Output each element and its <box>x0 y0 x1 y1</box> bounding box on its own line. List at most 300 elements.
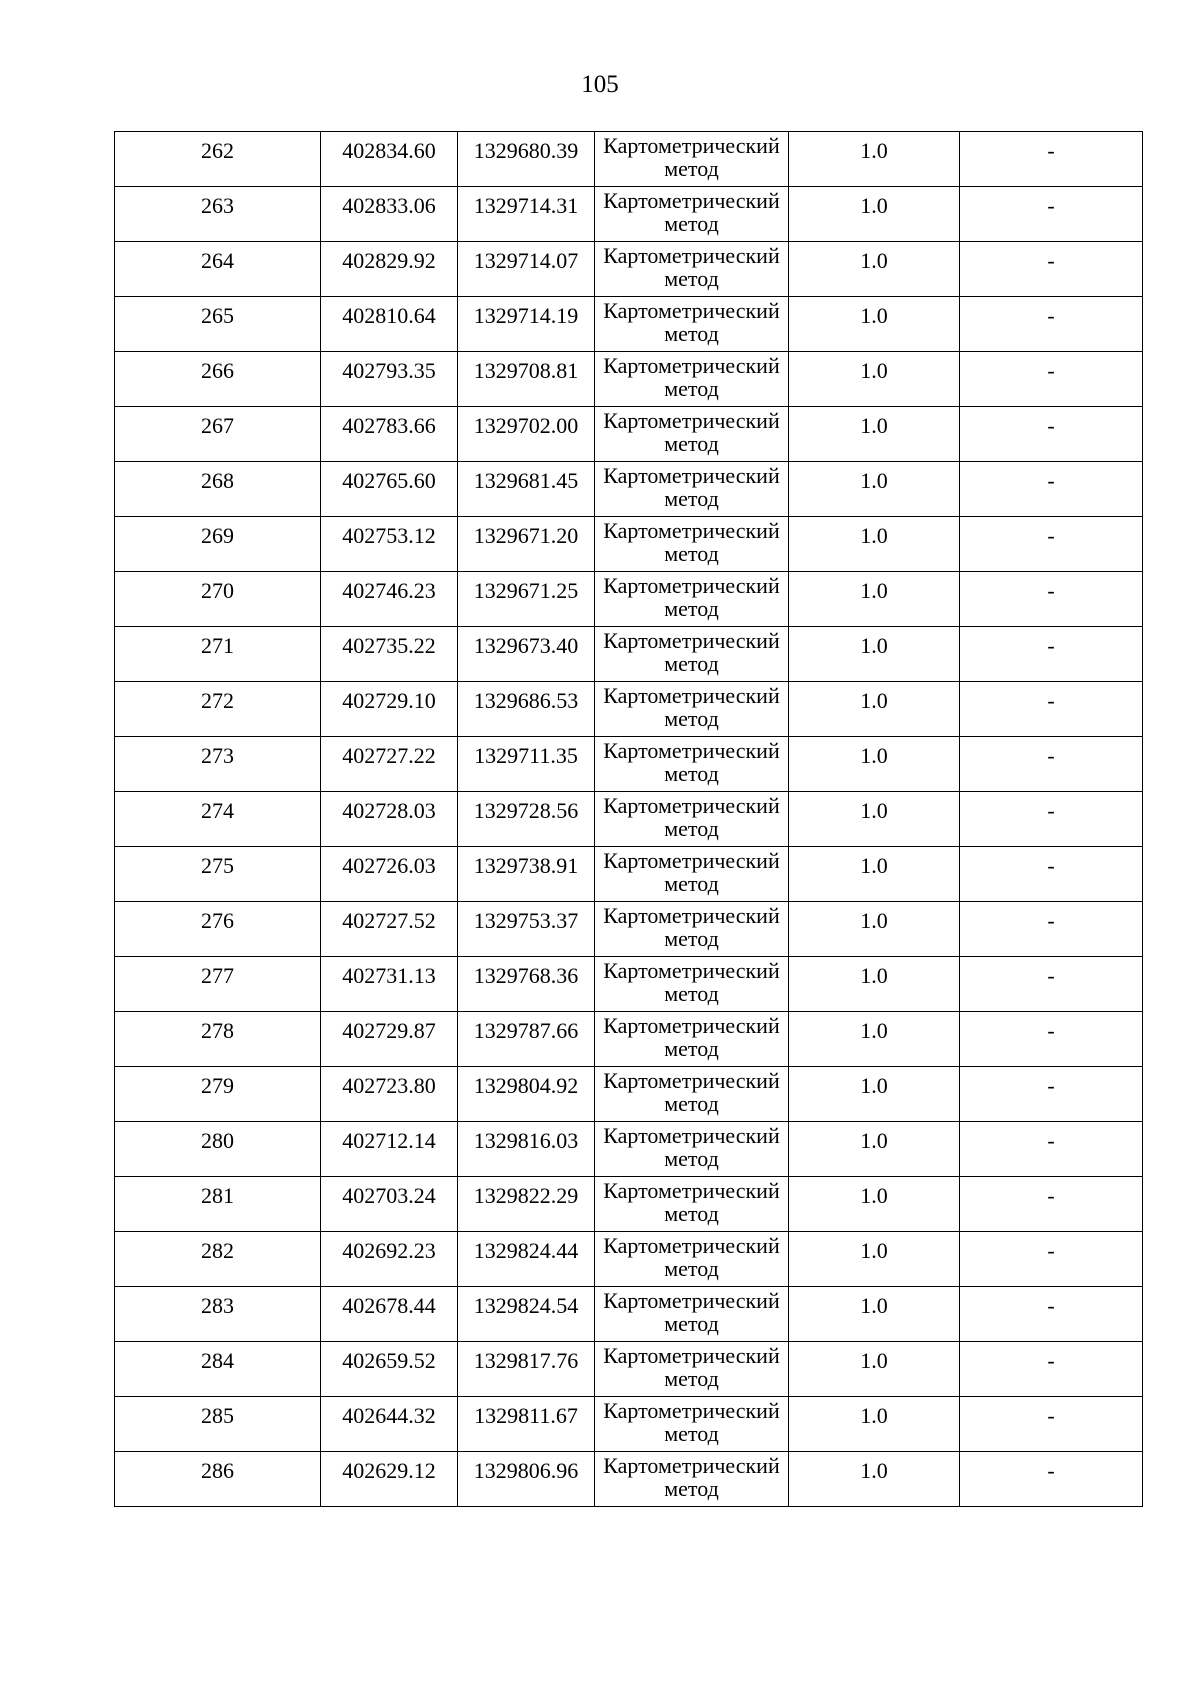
y-coordinate-text: 1329728.56 <box>473 798 579 823</box>
point-number-text: 267 <box>201 413 234 438</box>
point-number-cell <box>115 737 321 792</box>
accuracy-text: 1.0 <box>860 1293 888 1318</box>
table-row <box>115 792 1143 847</box>
table-row <box>115 132 1143 187</box>
y-coordinate-cell <box>458 1397 595 1452</box>
point-number-cell <box>115 957 321 1012</box>
table-row <box>115 297 1143 352</box>
accuracy-cell <box>789 1067 960 1122</box>
accuracy-text: 1.0 <box>860 248 888 273</box>
description-text: - <box>1047 1183 1055 1208</box>
accuracy-text: 1.0 <box>860 138 888 163</box>
point-number-cell <box>115 1122 321 1177</box>
y-coordinate-text: 1329806.96 <box>473 1458 579 1483</box>
method-text: Картометрический метод <box>603 1398 780 1446</box>
method-text: Картометрический метод <box>603 353 780 401</box>
table-row <box>115 1122 1143 1177</box>
description-cell <box>960 517 1143 572</box>
description-text: - <box>1047 1348 1055 1373</box>
description-cell <box>960 407 1143 462</box>
table-row <box>115 957 1143 1012</box>
table-row <box>115 847 1143 902</box>
point-number-cell <box>115 132 321 187</box>
x-coordinate-cell <box>321 352 458 407</box>
x-coordinate-text: 402726.03 <box>342 853 436 878</box>
y-coordinate-text: 1329673.40 <box>473 633 579 658</box>
point-number-text: 286 <box>201 1458 234 1483</box>
accuracy-text: 1.0 <box>860 1458 888 1483</box>
accuracy-cell <box>789 1397 960 1452</box>
x-coordinate-cell <box>321 1012 458 1067</box>
point-number-text: 274 <box>201 798 234 823</box>
table-row <box>115 517 1143 572</box>
point-number-text: 269 <box>201 523 234 548</box>
point-number-text: 278 <box>201 1018 234 1043</box>
y-coordinate-text: 1329824.54 <box>473 1293 579 1318</box>
accuracy-cell <box>789 1232 960 1287</box>
table-row <box>115 407 1143 462</box>
description-cell <box>960 682 1143 737</box>
accuracy-text: 1.0 <box>860 633 888 658</box>
accuracy-cell <box>789 572 960 627</box>
y-coordinate-text: 1329702.00 <box>473 413 579 438</box>
method-text: Картометрический метод <box>603 243 780 291</box>
description-text: - <box>1047 633 1055 658</box>
accuracy-cell <box>789 517 960 572</box>
method-text: Картометрический метод <box>603 1013 780 1061</box>
y-coordinate-cell <box>458 242 595 297</box>
point-number-cell <box>115 847 321 902</box>
table-row <box>115 1342 1143 1397</box>
point-number-cell <box>115 1342 321 1397</box>
y-coordinate-text: 1329816.03 <box>473 1128 579 1153</box>
description-cell <box>960 957 1143 1012</box>
method-text: Картометрический метод <box>603 1178 780 1226</box>
y-coordinate-text: 1329753.37 <box>473 908 579 933</box>
accuracy-cell <box>789 1012 960 1067</box>
table-row <box>115 1287 1143 1342</box>
point-number-text: 279 <box>201 1073 234 1098</box>
method-cell <box>595 957 789 1012</box>
accuracy-cell <box>789 352 960 407</box>
point-number-cell <box>115 352 321 407</box>
point-number-text: 264 <box>201 248 234 273</box>
method-cell <box>595 1067 789 1122</box>
x-coordinate-cell <box>321 1067 458 1122</box>
point-number-cell <box>115 517 321 572</box>
description-cell <box>960 1452 1143 1507</box>
description-text: - <box>1047 358 1055 383</box>
method-cell <box>595 187 789 242</box>
point-number-text: 284 <box>201 1348 234 1373</box>
accuracy-cell <box>789 627 960 682</box>
point-number-text: 283 <box>201 1293 234 1318</box>
description-text: - <box>1047 303 1055 328</box>
method-text: Картометрический метод <box>603 518 780 566</box>
description-text: - <box>1047 853 1055 878</box>
y-coordinate-cell <box>458 847 595 902</box>
accuracy-cell <box>789 1287 960 1342</box>
point-number-cell <box>115 187 321 242</box>
x-coordinate-cell <box>321 1342 458 1397</box>
x-coordinate-text: 402678.44 <box>342 1293 436 1318</box>
x-coordinate-cell <box>321 957 458 1012</box>
y-coordinate-text: 1329738.91 <box>473 853 579 878</box>
x-coordinate-text: 402644.32 <box>342 1403 436 1428</box>
description-text: - <box>1047 468 1055 493</box>
x-coordinate-text: 402727.22 <box>342 743 436 768</box>
method-text: Картометрический метод <box>603 188 780 236</box>
description-cell <box>960 737 1143 792</box>
point-number-cell <box>115 572 321 627</box>
y-coordinate-cell <box>458 682 595 737</box>
description-text: - <box>1047 743 1055 768</box>
y-coordinate-cell <box>458 1067 595 1122</box>
method-text: Картометрический метод <box>603 1068 780 1116</box>
method-cell <box>595 1122 789 1177</box>
y-coordinate-cell <box>458 737 595 792</box>
y-coordinate-cell <box>458 297 595 352</box>
accuracy-cell <box>789 1122 960 1177</box>
x-coordinate-text: 402692.23 <box>342 1238 436 1263</box>
x-coordinate-cell <box>321 1452 458 1507</box>
method-cell <box>595 132 789 187</box>
description-text: - <box>1047 1018 1055 1043</box>
table-row <box>115 1232 1143 1287</box>
method-cell <box>595 847 789 902</box>
method-text: Картометрический метод <box>603 1343 780 1391</box>
y-coordinate-cell <box>458 407 595 462</box>
point-number-text: 280 <box>201 1128 234 1153</box>
point-number-cell <box>115 1177 321 1232</box>
x-coordinate-text: 402735.22 <box>342 633 436 658</box>
description-cell <box>960 847 1143 902</box>
accuracy-text: 1.0 <box>860 1073 888 1098</box>
accuracy-cell <box>789 297 960 352</box>
x-coordinate-text: 402793.35 <box>342 358 436 383</box>
x-coordinate-text: 402810.64 <box>342 303 436 328</box>
x-coordinate-cell <box>321 1287 458 1342</box>
y-coordinate-cell <box>458 957 595 1012</box>
x-coordinate-text: 402833.06 <box>342 193 436 218</box>
x-coordinate-cell <box>321 407 458 462</box>
point-number-cell <box>115 902 321 957</box>
y-coordinate-text: 1329804.92 <box>473 1073 579 1098</box>
point-number-text: 277 <box>201 963 234 988</box>
x-coordinate-cell <box>321 1177 458 1232</box>
x-coordinate-text: 402765.60 <box>342 468 436 493</box>
page-number: 105 <box>581 71 619 98</box>
y-coordinate-text: 1329711.35 <box>474 743 578 768</box>
accuracy-text: 1.0 <box>860 1128 888 1153</box>
method-cell <box>595 572 789 627</box>
accuracy-text: 1.0 <box>860 1348 888 1373</box>
point-number-text: 263 <box>201 193 234 218</box>
accuracy-cell <box>789 847 960 902</box>
point-number-cell <box>115 1232 321 1287</box>
description-text: - <box>1047 1073 1055 1098</box>
method-text: Картометрический метод <box>603 573 780 621</box>
y-coordinate-text: 1329817.76 <box>473 1348 579 1373</box>
accuracy-text: 1.0 <box>860 578 888 603</box>
point-number-cell <box>115 1452 321 1507</box>
accuracy-text: 1.0 <box>860 1183 888 1208</box>
y-coordinate-text: 1329768.36 <box>473 963 579 988</box>
method-cell <box>595 1342 789 1397</box>
y-coordinate-cell <box>458 1342 595 1397</box>
x-coordinate-text: 402712.14 <box>342 1128 436 1153</box>
point-number-cell <box>115 1397 321 1452</box>
description-cell <box>960 352 1143 407</box>
description-text: - <box>1047 1238 1055 1263</box>
point-number-cell <box>115 297 321 352</box>
description-cell <box>960 627 1143 682</box>
description-cell <box>960 297 1143 352</box>
x-coordinate-cell <box>321 187 458 242</box>
y-coordinate-text: 1329822.29 <box>473 1183 579 1208</box>
method-text: Картометрический метод <box>603 793 780 841</box>
description-cell <box>960 462 1143 517</box>
x-coordinate-cell <box>321 462 458 517</box>
y-coordinate-cell <box>458 352 595 407</box>
y-coordinate-text: 1329714.31 <box>473 193 579 218</box>
x-coordinate-cell <box>321 847 458 902</box>
description-text: - <box>1047 248 1055 273</box>
description-text: - <box>1047 578 1055 603</box>
point-number-cell <box>115 1287 321 1342</box>
accuracy-cell <box>789 242 960 297</box>
method-cell <box>595 297 789 352</box>
description-text: - <box>1047 1403 1055 1428</box>
method-text: Картометрический метод <box>603 408 780 456</box>
y-coordinate-cell <box>458 1177 595 1232</box>
method-text: Картометрический метод <box>603 1288 780 1336</box>
accuracy-text: 1.0 <box>860 1018 888 1043</box>
x-coordinate-cell <box>321 737 458 792</box>
point-number-cell <box>115 792 321 847</box>
description-cell <box>960 1012 1143 1067</box>
x-coordinate-text: 402728.03 <box>342 798 436 823</box>
description-cell <box>960 902 1143 957</box>
coordinates-table-body <box>115 132 1143 1507</box>
accuracy-text: 1.0 <box>860 303 888 328</box>
method-cell <box>595 902 789 957</box>
accuracy-text: 1.0 <box>860 688 888 713</box>
description-cell <box>960 1342 1143 1397</box>
y-coordinate-text: 1329680.39 <box>473 138 579 163</box>
point-number-cell <box>115 462 321 517</box>
description-text: - <box>1047 908 1055 933</box>
x-coordinate-text: 402727.52 <box>342 908 436 933</box>
y-coordinate-text: 1329671.20 <box>473 523 579 548</box>
point-number-text: 281 <box>201 1183 234 1208</box>
x-coordinate-cell <box>321 1232 458 1287</box>
y-coordinate-cell <box>458 517 595 572</box>
y-coordinate-cell <box>458 1012 595 1067</box>
accuracy-text: 1.0 <box>860 523 888 548</box>
y-coordinate-text: 1329681.45 <box>473 468 579 493</box>
method-cell <box>595 1177 789 1232</box>
method-text: Картометрический метод <box>603 683 780 731</box>
x-coordinate-cell <box>321 132 458 187</box>
point-number-cell <box>115 682 321 737</box>
point-number-text: 276 <box>201 908 234 933</box>
accuracy-cell <box>789 957 960 1012</box>
x-coordinate-text: 402629.12 <box>342 1458 436 1483</box>
method-text: Картометрический метод <box>603 1233 780 1281</box>
method-text: Картометрический метод <box>603 133 780 181</box>
method-cell <box>595 627 789 682</box>
y-coordinate-cell <box>458 627 595 682</box>
y-coordinate-text: 1329708.81 <box>473 358 579 383</box>
x-coordinate-cell <box>321 792 458 847</box>
accuracy-cell <box>789 682 960 737</box>
description-cell <box>960 792 1143 847</box>
y-coordinate-text: 1329714.07 <box>473 248 579 273</box>
y-coordinate-cell <box>458 902 595 957</box>
y-coordinate-text: 1329686.53 <box>473 688 579 713</box>
table-row <box>115 1177 1143 1232</box>
method-cell <box>595 517 789 572</box>
table-row <box>115 572 1143 627</box>
point-number-text: 266 <box>201 358 234 383</box>
method-cell <box>595 737 789 792</box>
table-row <box>115 187 1143 242</box>
point-number-text: 270 <box>201 578 234 603</box>
x-coordinate-text: 402723.80 <box>342 1073 436 1098</box>
method-text: Картометрический метод <box>603 298 780 346</box>
x-coordinate-cell <box>321 1122 458 1177</box>
description-cell <box>960 187 1143 242</box>
table-row <box>115 352 1143 407</box>
method-cell <box>595 462 789 517</box>
coordinates-table <box>114 131 1143 1507</box>
description-text: - <box>1047 1128 1055 1153</box>
method-cell <box>595 1452 789 1507</box>
x-coordinate-cell <box>321 627 458 682</box>
point-number-text: 265 <box>201 303 234 328</box>
point-number-text: 275 <box>201 853 234 878</box>
point-number-text: 272 <box>201 688 234 713</box>
point-number-cell <box>115 242 321 297</box>
accuracy-text: 1.0 <box>860 193 888 218</box>
x-coordinate-text: 402753.12 <box>342 523 436 548</box>
description-text: - <box>1047 798 1055 823</box>
x-coordinate-cell <box>321 1397 458 1452</box>
y-coordinate-cell <box>458 1452 595 1507</box>
y-coordinate-text: 1329787.66 <box>473 1018 579 1043</box>
point-number-text: 268 <box>201 468 234 493</box>
x-coordinate-text: 402659.52 <box>342 1348 436 1373</box>
y-coordinate-cell <box>458 462 595 517</box>
y-coordinate-text: 1329671.25 <box>473 578 579 603</box>
x-coordinate-text: 402746.23 <box>342 578 436 603</box>
method-text: Картометрический метод <box>603 1123 780 1171</box>
method-cell <box>595 1287 789 1342</box>
table-row <box>115 1397 1143 1452</box>
x-coordinate-text: 402731.13 <box>342 963 436 988</box>
table-row <box>115 1067 1143 1122</box>
y-coordinate-cell <box>458 1122 595 1177</box>
x-coordinate-cell <box>321 517 458 572</box>
method-text: Картометрический метод <box>603 848 780 896</box>
y-coordinate-cell <box>458 792 595 847</box>
method-cell <box>595 1232 789 1287</box>
x-coordinate-text: 402729.87 <box>342 1018 436 1043</box>
description-text: - <box>1047 523 1055 548</box>
x-coordinate-cell <box>321 572 458 627</box>
description-text: - <box>1047 138 1055 163</box>
table-row <box>115 462 1143 517</box>
x-coordinate-text: 402729.10 <box>342 688 436 713</box>
table-row <box>115 737 1143 792</box>
method-text: Картометрический метод <box>603 958 780 1006</box>
accuracy-cell <box>789 1342 960 1397</box>
accuracy-cell <box>789 902 960 957</box>
point-number-text: 273 <box>201 743 234 768</box>
method-cell <box>595 792 789 847</box>
table-row <box>115 902 1143 957</box>
accuracy-cell <box>789 1452 960 1507</box>
x-coordinate-text: 402829.92 <box>342 248 436 273</box>
point-number-text: 285 <box>201 1403 234 1428</box>
table-row <box>115 1452 1143 1507</box>
accuracy-cell <box>789 407 960 462</box>
accuracy-text: 1.0 <box>860 468 888 493</box>
x-coordinate-cell <box>321 242 458 297</box>
description-cell <box>960 1122 1143 1177</box>
accuracy-cell <box>789 132 960 187</box>
accuracy-cell <box>789 792 960 847</box>
description-cell <box>960 132 1143 187</box>
accuracy-text: 1.0 <box>860 1238 888 1263</box>
method-cell <box>595 1397 789 1452</box>
method-cell <box>595 242 789 297</box>
accuracy-cell <box>789 187 960 242</box>
y-coordinate-text: 1329824.44 <box>473 1238 579 1263</box>
accuracy-text: 1.0 <box>860 853 888 878</box>
x-coordinate-cell <box>321 902 458 957</box>
method-cell <box>595 1012 789 1067</box>
table-row <box>115 682 1143 737</box>
description-text: - <box>1047 193 1055 218</box>
accuracy-text: 1.0 <box>860 963 888 988</box>
x-coordinate-text: 402703.24 <box>342 1183 436 1208</box>
accuracy-text: 1.0 <box>860 358 888 383</box>
description-cell <box>960 1397 1143 1452</box>
y-coordinate-text: 1329714.19 <box>473 303 579 328</box>
method-text: Картометрический метод <box>603 738 780 786</box>
method-text: Картометрический метод <box>603 628 780 676</box>
description-cell <box>960 1287 1143 1342</box>
method-cell <box>595 682 789 737</box>
point-number-cell <box>115 1012 321 1067</box>
accuracy-text: 1.0 <box>860 1403 888 1428</box>
accuracy-cell <box>789 737 960 792</box>
accuracy-cell <box>789 462 960 517</box>
description-cell <box>960 1232 1143 1287</box>
accuracy-cell <box>789 1177 960 1232</box>
point-number-cell <box>115 1067 321 1122</box>
accuracy-text: 1.0 <box>860 908 888 933</box>
table-row <box>115 242 1143 297</box>
x-coordinate-text: 402834.60 <box>342 138 436 163</box>
x-coordinate-text: 402783.66 <box>342 413 436 438</box>
y-coordinate-text: 1329811.67 <box>474 1403 578 1428</box>
description-text: - <box>1047 1293 1055 1318</box>
description-text: - <box>1047 688 1055 713</box>
y-coordinate-cell <box>458 132 595 187</box>
